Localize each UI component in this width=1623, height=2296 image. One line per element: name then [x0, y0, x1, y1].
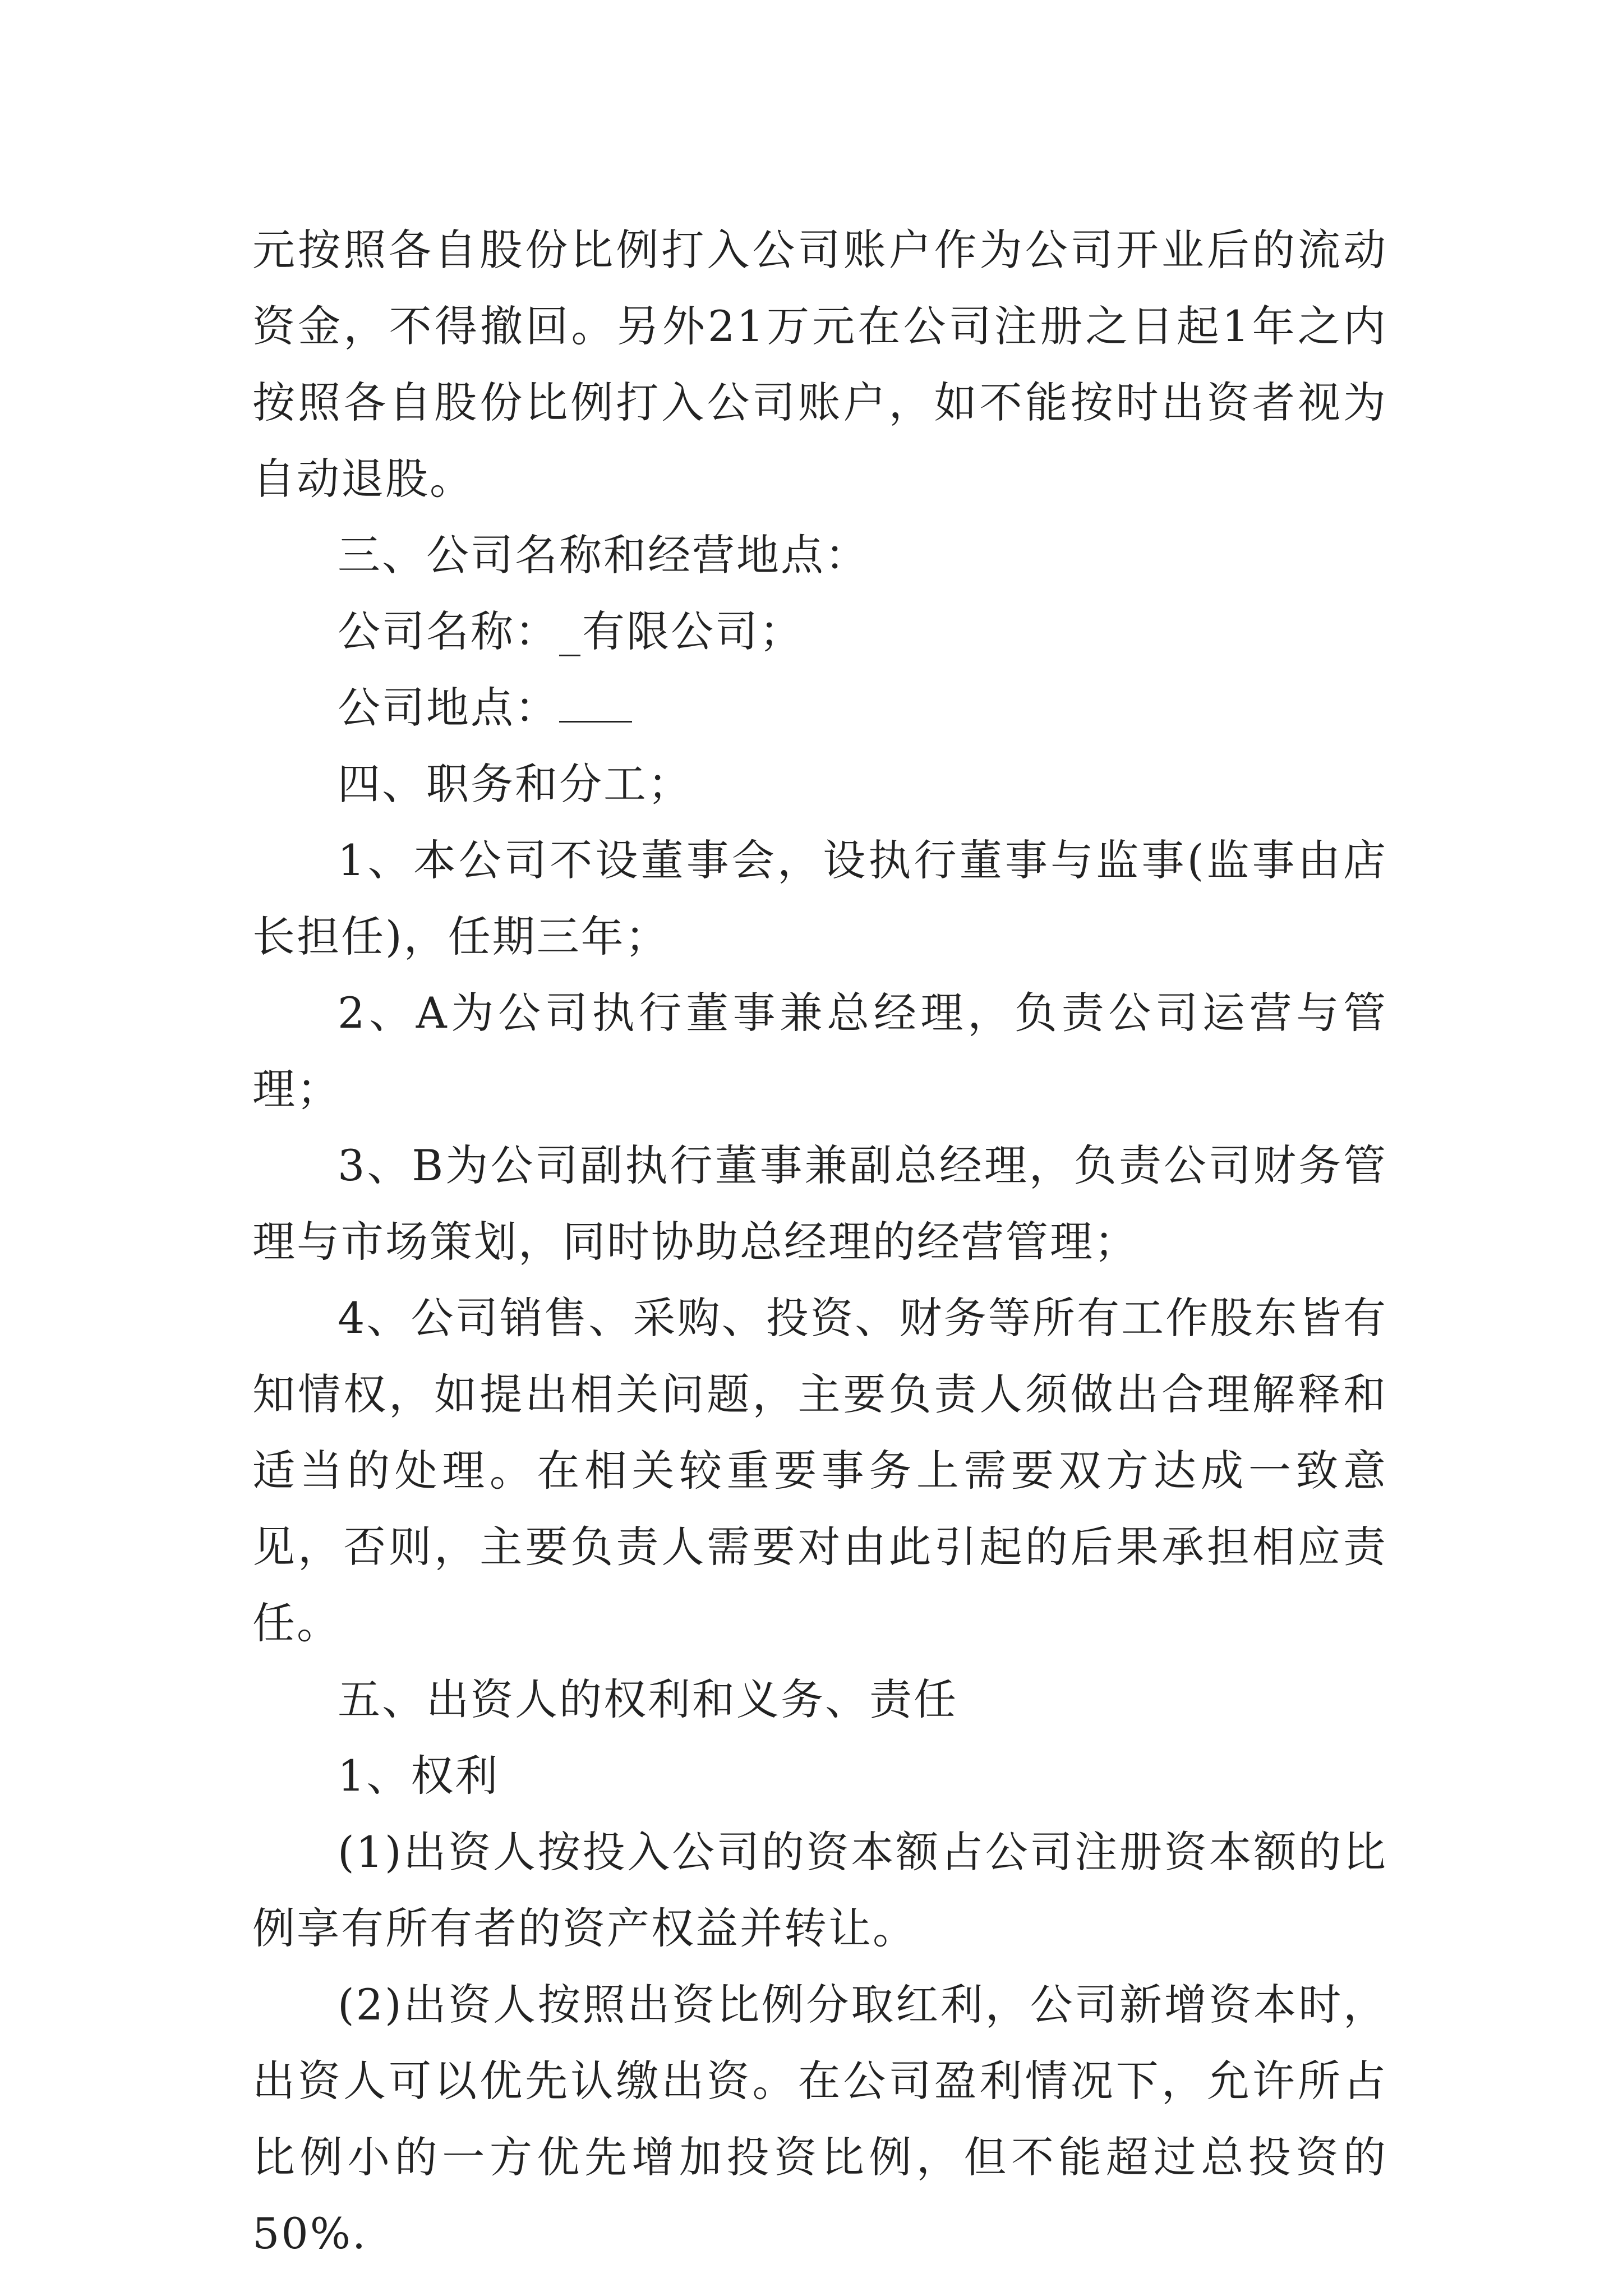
heading-investor-rights: 五、出资人的权利和义务、责任: [338, 1674, 958, 1724]
document-body: [252, 212, 1387, 2272]
subheading-rights: 1、权利: [338, 1751, 500, 1801]
heading-duties: 四、职务和分工；: [338, 759, 692, 809]
company-name-line: 公司名称：_有限公司；: [338, 606, 804, 656]
paragraph-capital-contribution: 元按照各自股份比例打入公司账户作为公司开业后的流动资金，不得撤回。另外21万元在公司注册之日起1年之内按照各自股份比例打入公司账户，如不能按时出资者视为自动退股。: [252, 225, 1387, 504]
duty-item-2: 2、A为公司执行董事兼总经理，负责公司运营与管理；: [252, 988, 1387, 1114]
duty-item-4: 4、公司销售、采购、投资、财务等所有工作股东皆有知情权，如提出相关问题，主要负责人须做出合理解释和适当的处理。在相关较重要事务上需要双方达成一致意见，否则，主要负责人需要对由此引起的后果承担相应责任。: [252, 1293, 1387, 1648]
duty-item-1: 1、本公司不设董事会，设执行董事与监事(监事由店长担任)，任期三年；: [252, 835, 1387, 961]
company-location-label: 公司地点：: [338, 683, 559, 733]
company-location-line: [252, 670, 1387, 746]
rights-item-1: (1)出资人按投入公司的资本额占公司注册资本额的比例享有所有者的资产权益并转让。: [252, 1827, 1387, 1953]
company-location-blank: [559, 680, 632, 723]
rights-item-2: (2)出资人按照出资比例分取红利，公司新增资本时，出资人可以优先认缴出资。在公司盈利情况下，允许所占比例小的一方优先增加投资比例，但不能超过总投资的50%.: [252, 1980, 1387, 2258]
duty-item-3: 3、B为公司副执行董事兼副总经理，负责公司财务管理与市场策划，同时协助总经理的经营管理；: [252, 1140, 1387, 1267]
heading-company-name-location: 三、公司名称和经营地点：: [338, 530, 869, 580]
